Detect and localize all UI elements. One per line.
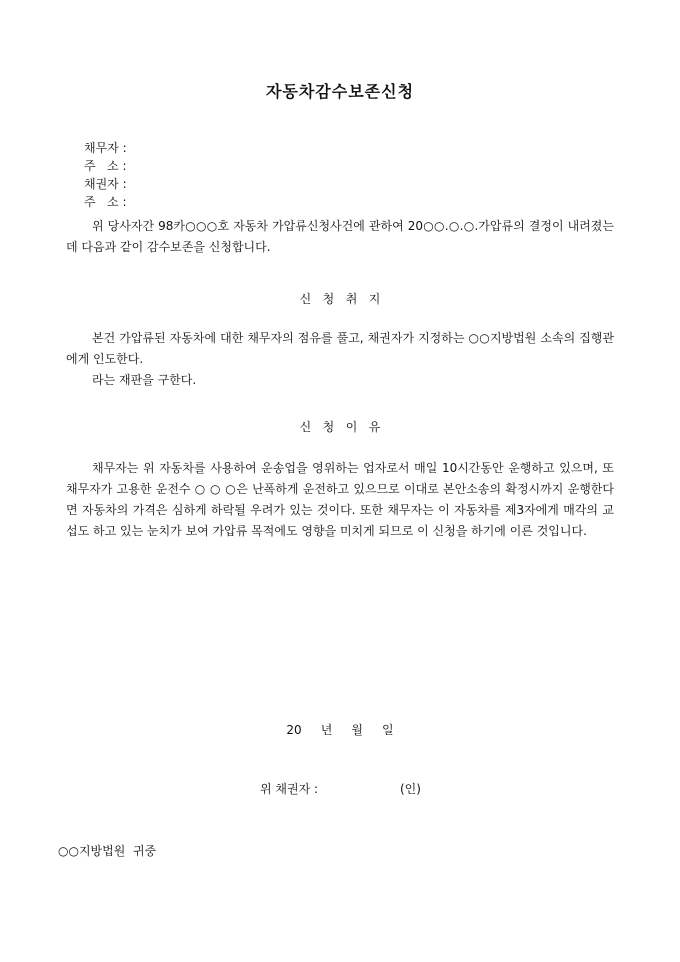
debtor-label: 채무자 : <box>84 141 127 155</box>
creditor-label: 채권자 : <box>84 177 127 191</box>
purpose-body: 본건 가압류된 자동차에 대한 채무자의 점유를 풀고, 채권자가 지정하는 ○○지방법원 소속의 집행관에게 인도한다. <box>66 331 614 366</box>
document-title: 자동차감수보존신청 <box>265 82 415 101</box>
purpose-closing: 라는 재판을 구한다. <box>92 373 197 387</box>
debtor-address-label: 주 소 : <box>84 159 127 173</box>
intro-paragraph: 위 당사자간 98카○○○호 자동차 가압류신청사건에 관하여 20○○.○.○.가압류의 결정이 내려졌는데 다음과 같이 감수보존을 신청합니다. <box>66 219 614 254</box>
creditor-address-label: 주 소 : <box>84 195 127 209</box>
reason-heading: 신 청 이 유 <box>299 420 381 434</box>
court-addressee: ○○지방법원 귀중 <box>58 844 157 858</box>
purpose-heading: 신 청 취 지 <box>299 292 381 306</box>
seal-mark: (인) <box>400 782 421 796</box>
date-line: 20 년 월 일 <box>286 723 394 737</box>
signer-label: 위 채권자 : <box>260 782 319 796</box>
reason-body: 채무자는 위 자동차를 사용하여 운송업을 영위하는 업자로서 매일 10시간동안 운행하고 있으며, 또 채무자가 고용한 운전수 ○ ○ ○은 난폭하게 운전하고 있으므로 이대로 본안소송의 확정시까지 운행한다면 자동차의 가격은 심하게 하락될 우려가 있는 것이다. 또한 채무자는 이 자동차를 제3자에게 매각의 교섭도 하고 있는 눈치가 보여 가압류 목적에도 영향을 미치게 되므로 이 신청을 하기에 이른 것입니다. <box>66 461 614 538</box>
